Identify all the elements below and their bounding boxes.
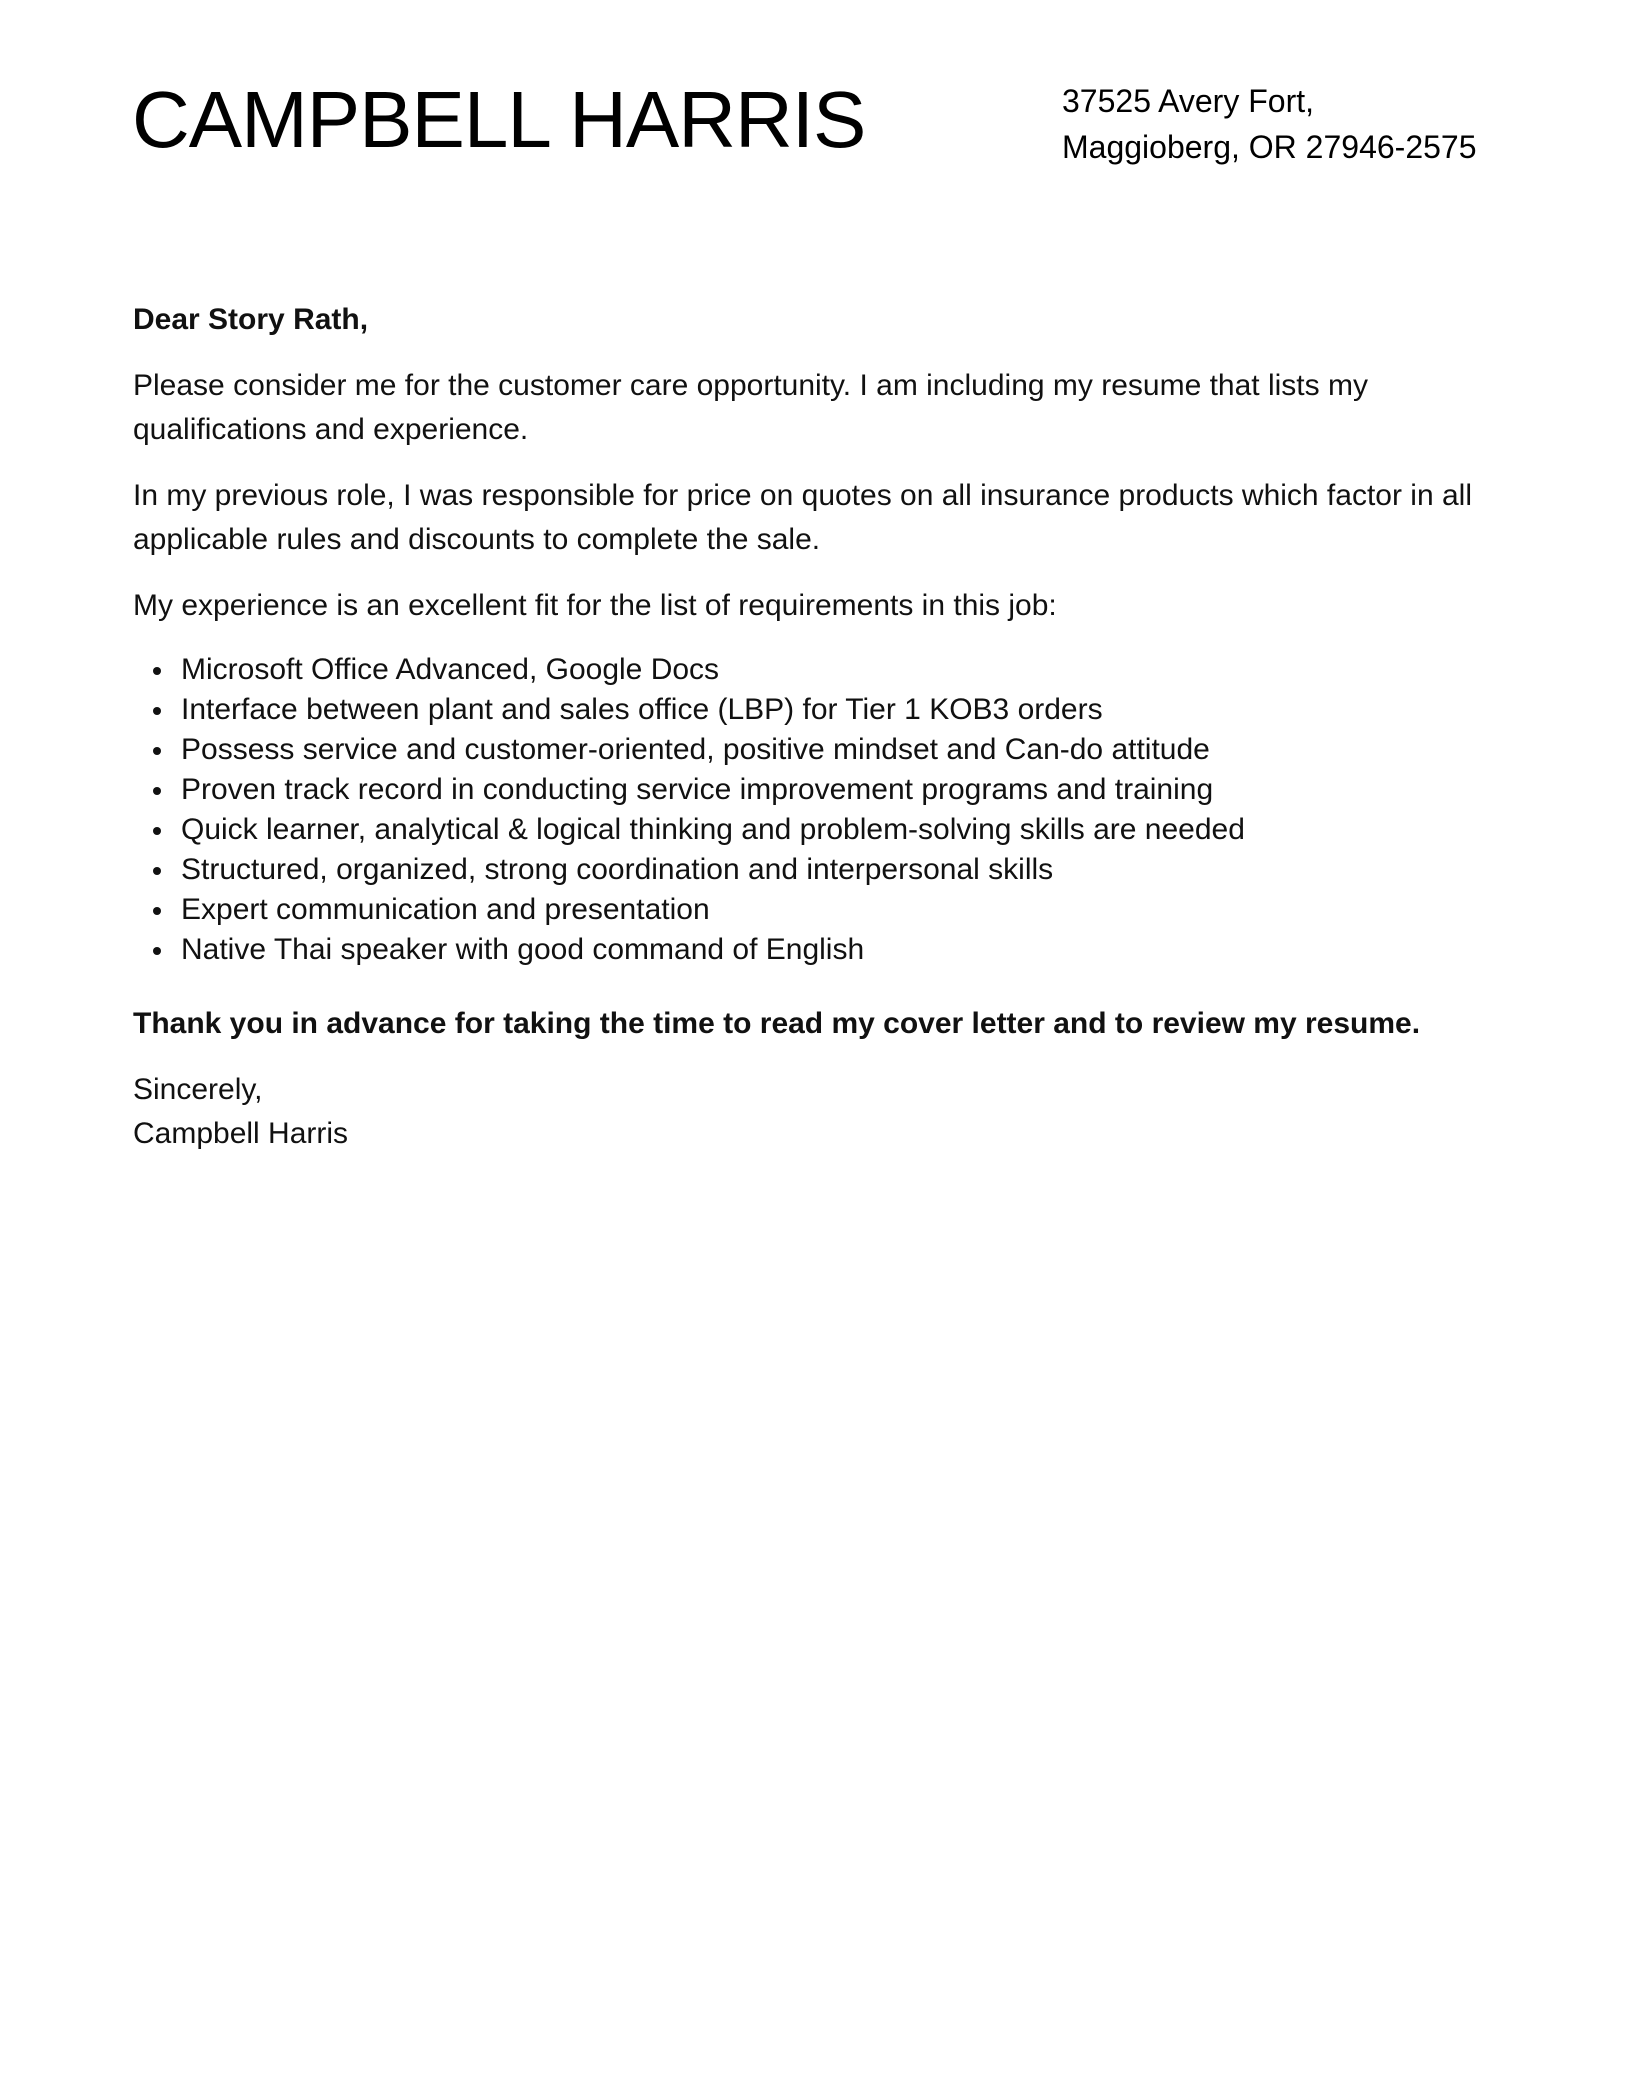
list-item: Expert communication and presentation [133, 890, 1513, 930]
list-item: Microsoft Office Advanced, Google Docs [133, 650, 1513, 690]
bullet-icon [153, 907, 161, 915]
applicant-address [1062, 78, 1477, 170]
bullet-icon [153, 787, 161, 795]
signoff-block [133, 1068, 1513, 1156]
signature-name: Campbell Harris [133, 1117, 349, 1150]
list-item: Interface between plant and sales office (LBP) for Tier 1 KOB3 orders [133, 690, 1513, 730]
bullet-icon [153, 947, 161, 955]
list-item: Quick learner, analytical & logical thinking and problem-solving skills are needed [133, 810, 1513, 850]
address-line-1: 37525 Avery Fort, [1062, 83, 1314, 119]
bullet-icon [153, 707, 161, 715]
paragraph-previous-role: In my previous role, I was responsible for price on quotes on all insurance products which factor in all applicable rules and discounts to complete the sale. [133, 479, 1472, 556]
list-item: Proven track record in conducting service improvement programs and training [133, 770, 1513, 810]
bullet-icon [153, 667, 161, 675]
signoff: Sincerely, [133, 1073, 263, 1106]
list-item: Native Thai speaker with good command of English [133, 930, 1513, 970]
list-item: Structured, organized, strong coordination and interpersonal skills [133, 850, 1513, 890]
applicant-name-heading: CAMPBELL HARRIS [132, 75, 866, 164]
paragraph-requirements-intro: My experience is an excellent fit for the list of requirements in this job: [133, 589, 1057, 622]
letter-body [133, 298, 1513, 1156]
requirements-list [133, 650, 1513, 970]
bullet-icon [153, 867, 161, 875]
closing-paragraph: Thank you in advance for taking the time to read my cover letter and to review my resume. [133, 1007, 1421, 1040]
bullet-icon [153, 827, 161, 835]
paragraph-intro: Please consider me for the customer care opportunity. I am including my resume that lists my qualifications and experience. [133, 369, 1368, 446]
address-line-2: Maggioberg, OR 27946-2575 [1062, 129, 1477, 165]
list-item: Possess service and customer-oriented, positive mindset and Can-do attitude [133, 730, 1513, 770]
greeting: Dear Story Rath, [133, 303, 369, 336]
bullet-icon [153, 747, 161, 755]
